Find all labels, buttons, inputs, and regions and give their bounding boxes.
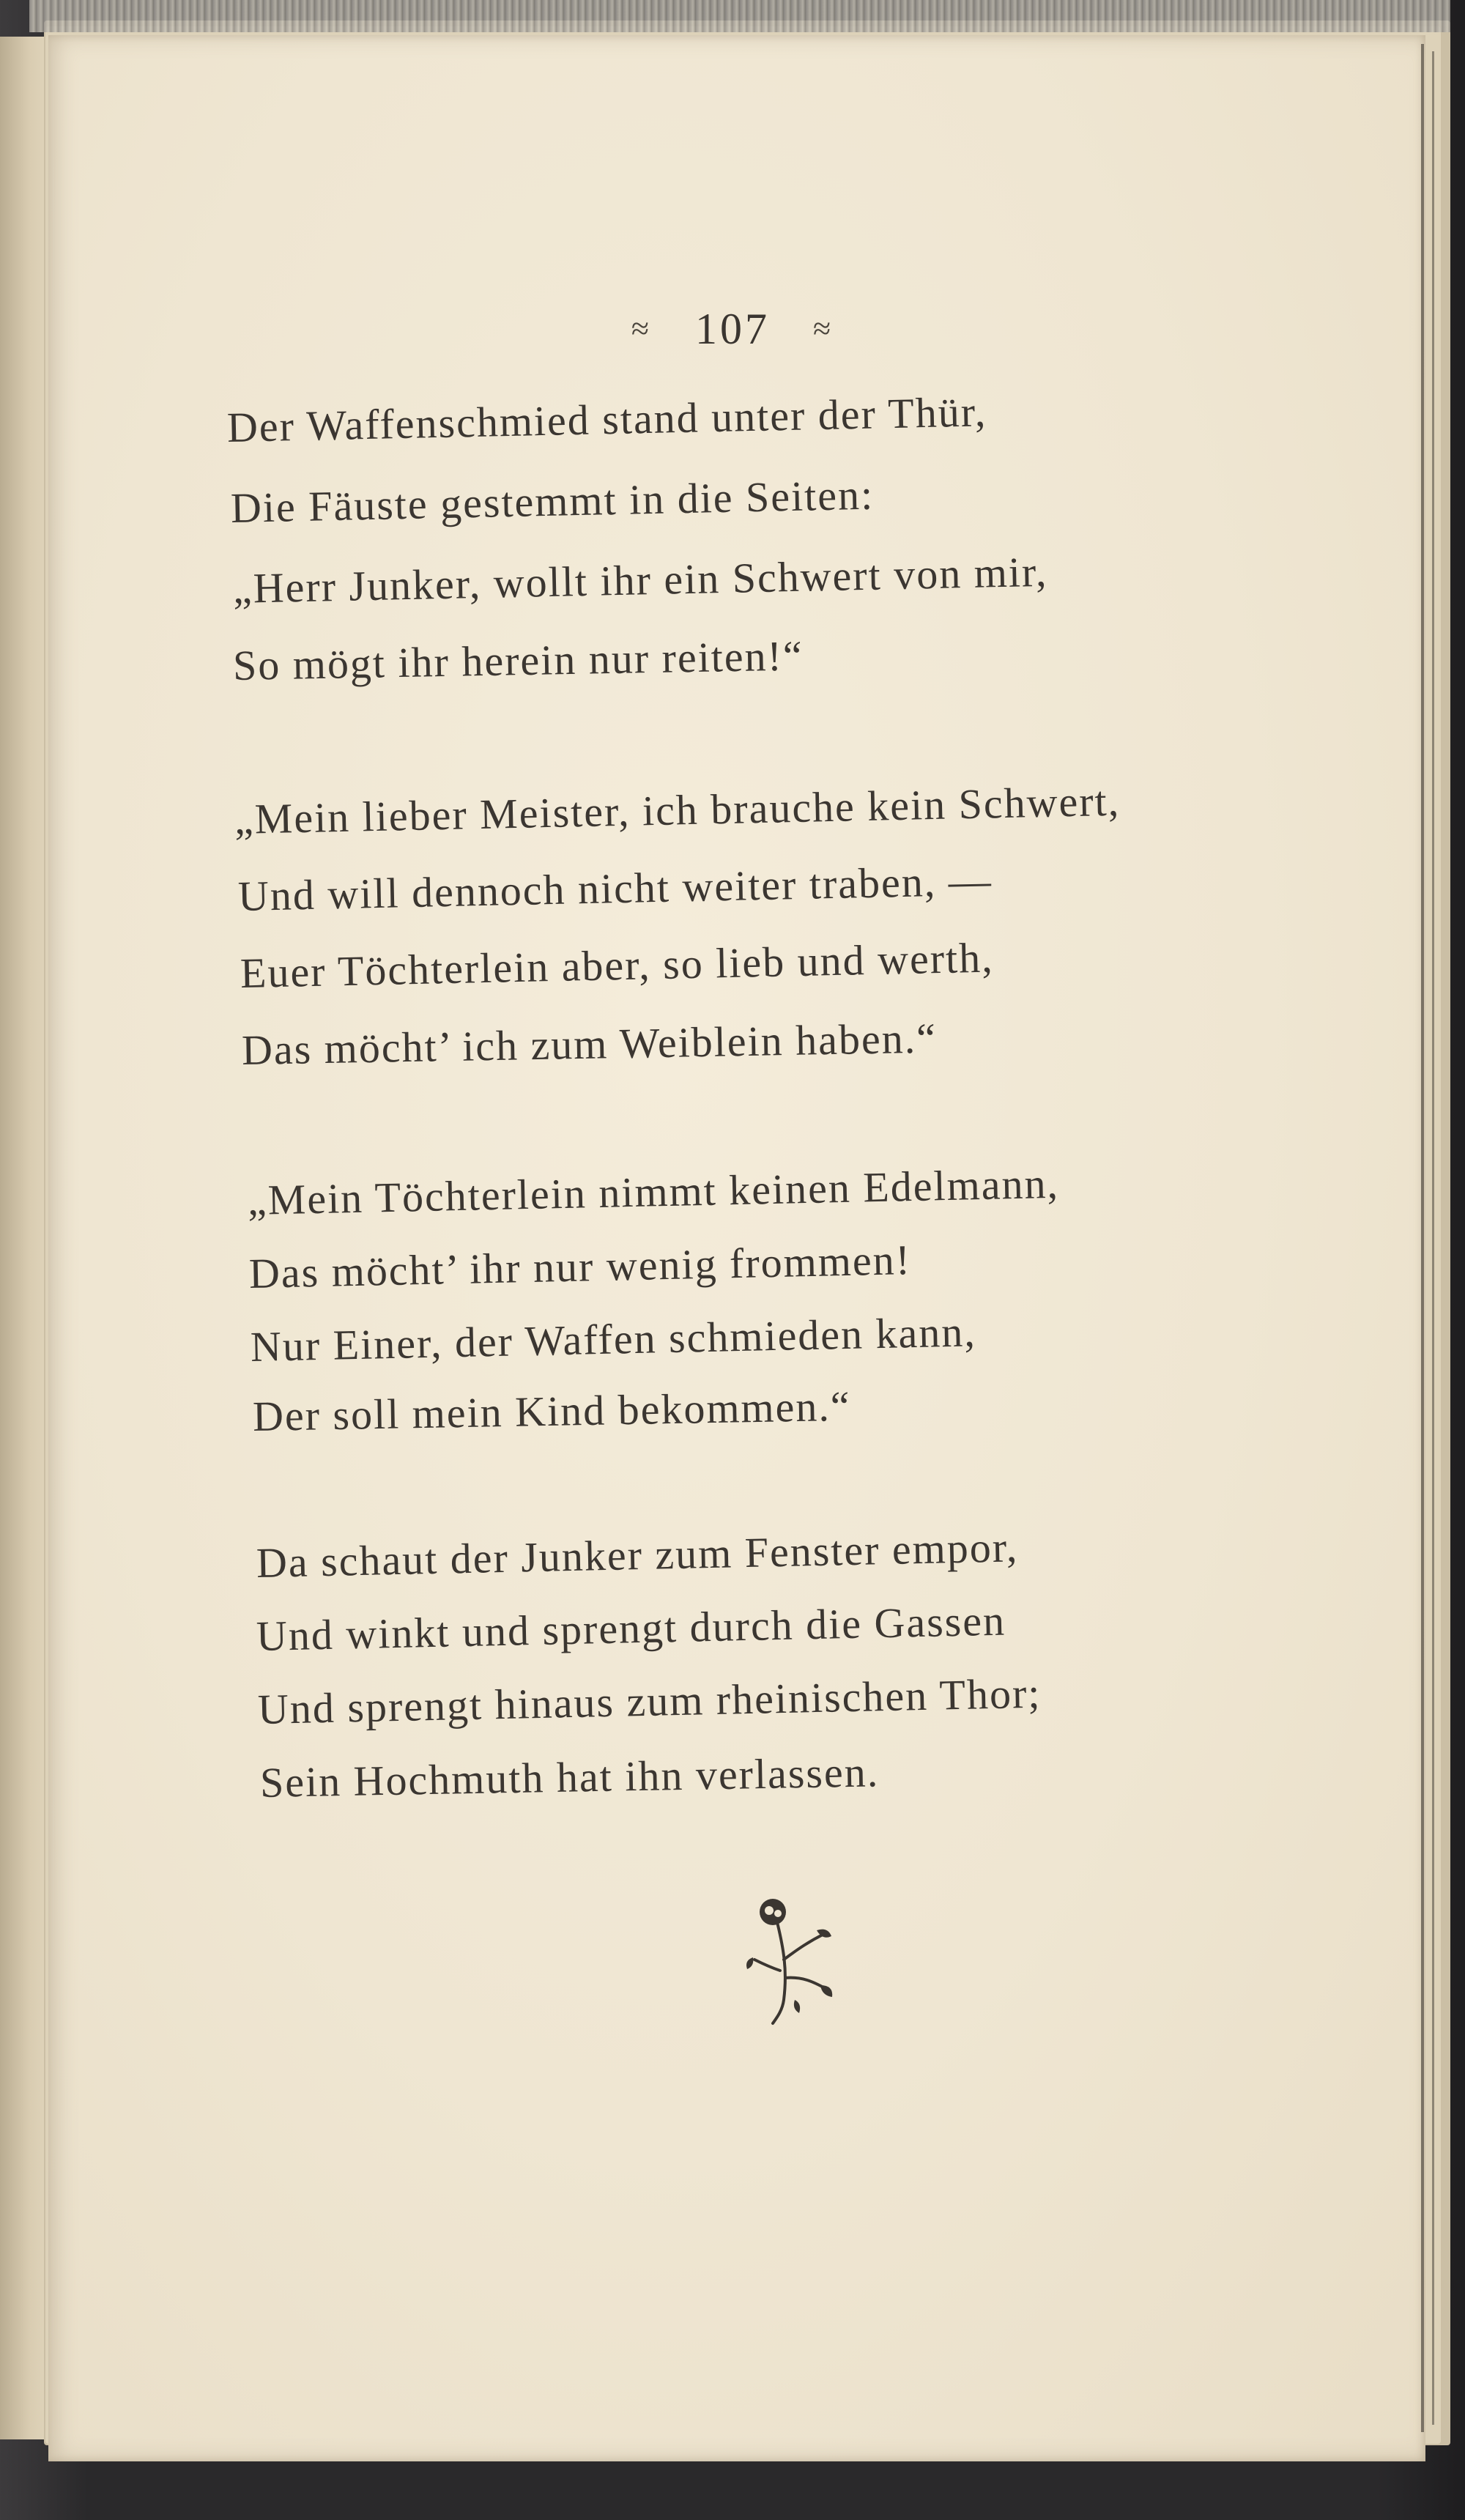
verse-line: Und winkt und sprengt durch die Gassen [256, 1596, 1006, 1660]
ornament-left-icon: ≈ [631, 311, 652, 346]
verse-line: Der soll mein Kind bekommen.“ [252, 1382, 852, 1440]
verse-line: So mögt ihr herein nur reiten!“ [232, 631, 804, 689]
ornament-right-icon: ≈ [813, 311, 834, 346]
page-number: 107 [695, 305, 770, 353]
page-edge-line [1421, 44, 1424, 2432]
page-edge-line-2 [1432, 51, 1434, 2425]
verse-line: Da schaut der Junker zum Fenster empor, [256, 1523, 1019, 1587]
book-top-edge [29, 0, 1450, 32]
verse-line: „Mein lieber Meister, ich brauche kein Schwert, [234, 777, 1121, 843]
verse-line: Und will dennoch nicht weiter traben, — [237, 856, 993, 920]
page-header [601, 304, 864, 363]
verse-line: Sein Hochmuth hat ihn verlassen. [259, 1748, 880, 1806]
verse-line: Die Fäuste gestemmt in die Seiten: [230, 470, 875, 532]
flower-vignette-icon [732, 1890, 842, 2029]
verse-line: Nur Einer, der Waffen schmieden kann, [250, 1308, 977, 1371]
verse-line: Euer Töchterlein aber, so lieb und werth, [240, 933, 995, 997]
verse-line: Das möcht’ ich zum Weiblein haben.“ [241, 1014, 938, 1074]
verse-line: „Herr Junker, wollt ihr ein Schwert von mir, [232, 547, 1049, 612]
verse-line: Der Waffenschmied stand unter der Thür, [226, 388, 987, 451]
verse-line: „Mein Töchterlein nimmt keinen Edelmann, [247, 1159, 1060, 1224]
verse-line: Das möcht’ ihr nur wenig frommen! [248, 1236, 912, 1297]
verse-line: Und sprengt hinaus zum rheinischen Thor; [257, 1669, 1042, 1733]
